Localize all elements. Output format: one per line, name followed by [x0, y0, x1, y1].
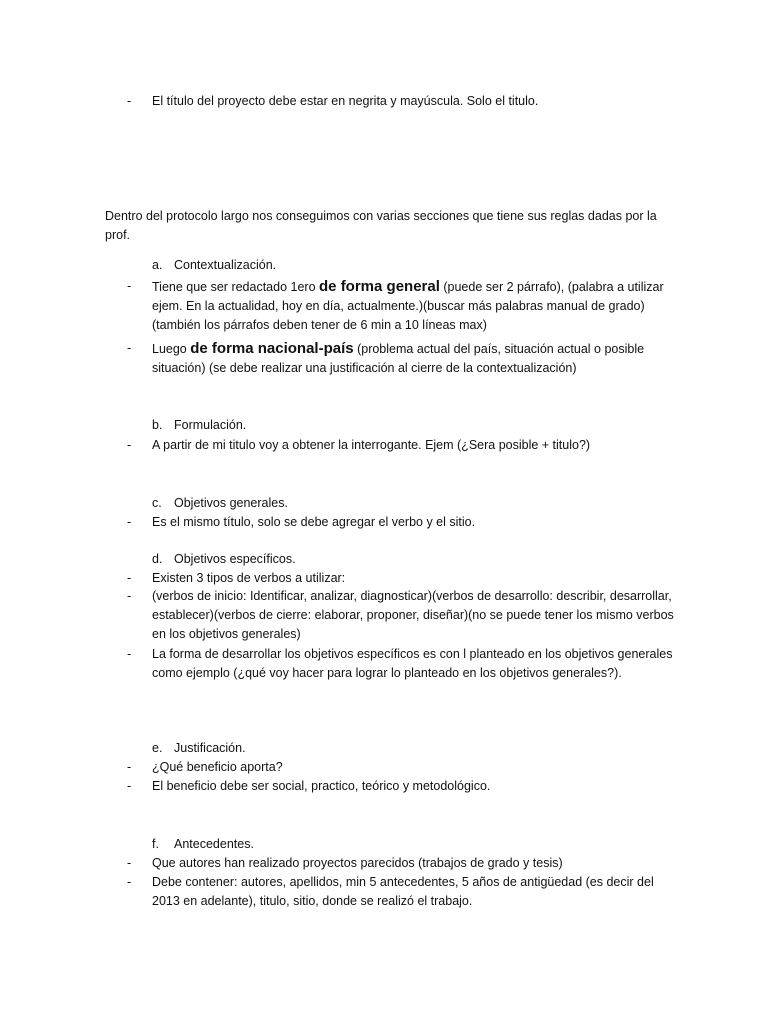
bullet-text: La forma de desarrollar los objetivos específicos es con l planteado en los objetivos generales como ejemplo (¿qué voy hacer para lograr lo planteado en los objetivos generales?). [152, 647, 673, 680]
bullet-dash: - [127, 589, 132, 603]
emphasis-text: de forma general [319, 278, 440, 295]
section-title: Objetivos generales. [174, 496, 288, 510]
bullet-text [152, 339, 677, 378]
bullet-text: Es el mismo título, solo se debe agregar el verbo y el sitio. [152, 515, 476, 529]
bullet-text: A partir de mi titulo voy a obtener la interrogante. Ejem (¿Sera posible + titulo?) [152, 438, 591, 452]
bullet-lista-verbos [127, 587, 677, 644]
bullet-text: (verbos de inicio: Identificar, analizar, diagnosticar)(verbos de desarrollo: describir, desarrollar, establecer)(verbos de cierre: elaborar, proponer, diseñar)(no se puede tener los mismo verbos en los objetivos generales) [152, 589, 674, 641]
bullet-dash: - [127, 515, 132, 529]
bullet-title-rule [127, 92, 677, 111]
bullet-beneficio-tipos [127, 777, 677, 796]
bullet-beneficio-pregunta [127, 758, 677, 777]
section-e-heading [152, 739, 652, 758]
bullet-dash: - [127, 571, 132, 585]
bullet-text [152, 277, 677, 335]
bullet-dash: - [127, 875, 132, 889]
bullet-tipos-verbos [127, 569, 677, 588]
bullet-contextualizacion-nacional [127, 339, 677, 378]
section-title: Contextualización. [174, 258, 277, 272]
section-letter: c. [152, 496, 162, 510]
section-c-heading [152, 494, 652, 513]
section-letter: e. [152, 741, 163, 755]
bullet-autores [127, 854, 677, 873]
bullet-text: Que autores han realizado proyectos parecidos (trabajos de grado y tesis) [152, 856, 563, 870]
section-title: Justificación. [174, 741, 246, 755]
emphasis-text: de forma nacional-país [190, 340, 354, 357]
bullet-text: Existen 3 tipos de verbos a utilizar: [152, 571, 346, 585]
bullet-contenido-antecedentes [127, 873, 677, 911]
bullet-formulacion [127, 436, 677, 455]
section-letter: f. [152, 837, 159, 851]
bullet-text: Debe contener: autores, apellidos, min 5 antecedentes, 5 años de antigüedad (es decir del 2013 en adelante), titulo, sitio, donde se realizó el trabajo. [152, 875, 654, 908]
section-letter: d. [152, 552, 163, 566]
bullet-text: ¿Qué beneficio aporta? [152, 760, 283, 774]
bullet-text: El beneficio debe ser social, practico, teórico y metodológico. [152, 779, 491, 793]
bullet-dash: - [127, 279, 132, 293]
bullet-dash: - [127, 856, 132, 870]
section-letter: a. [152, 258, 163, 272]
section-title: Objetivos específicos. [174, 552, 296, 566]
intro-paragraph: Dentro del protocolo largo nos conseguimos con varias secciones que tiene sus reglas dadas por la prof. [105, 209, 657, 242]
section-a-heading [152, 256, 652, 275]
text-run: (puede ser 2 párrafo), (palabra a utilizar ejem. En la actualidad, hoy en día, actualmente.)(buscar más palabras manual de grado)(también los párrafos deben tener de 6 min a 10 líneas max) [152, 280, 664, 332]
text-run: Tiene que ser redactado 1ero [152, 280, 320, 294]
bullet-forma-desarrollar [127, 645, 677, 683]
bullet-dash: - [127, 438, 132, 452]
bullet-contextualizacion-general [127, 277, 677, 335]
text-run: Luego [152, 342, 191, 356]
bullet-dash: - [127, 647, 132, 661]
section-title: Antecedentes. [174, 837, 254, 851]
section-d-heading [152, 550, 652, 569]
bullet-text: El título del proyecto debe estar en negrita y mayúscula. Solo el titulo. [152, 94, 539, 108]
section-f-heading [152, 835, 652, 854]
bullet-dash: - [127, 341, 132, 355]
bullet-objetivos-generales [127, 513, 677, 532]
bullet-dash: - [127, 760, 132, 774]
bullet-dash: - [127, 94, 132, 108]
section-b-heading [152, 416, 652, 435]
bullet-dash: - [127, 779, 132, 793]
text-run: (problema actual del país, situación actual o posible situación) (se debe realizar una justificación al cierre de la contextualización) [152, 342, 645, 375]
section-title: Formulación. [174, 418, 247, 432]
section-letter: b. [152, 418, 163, 432]
